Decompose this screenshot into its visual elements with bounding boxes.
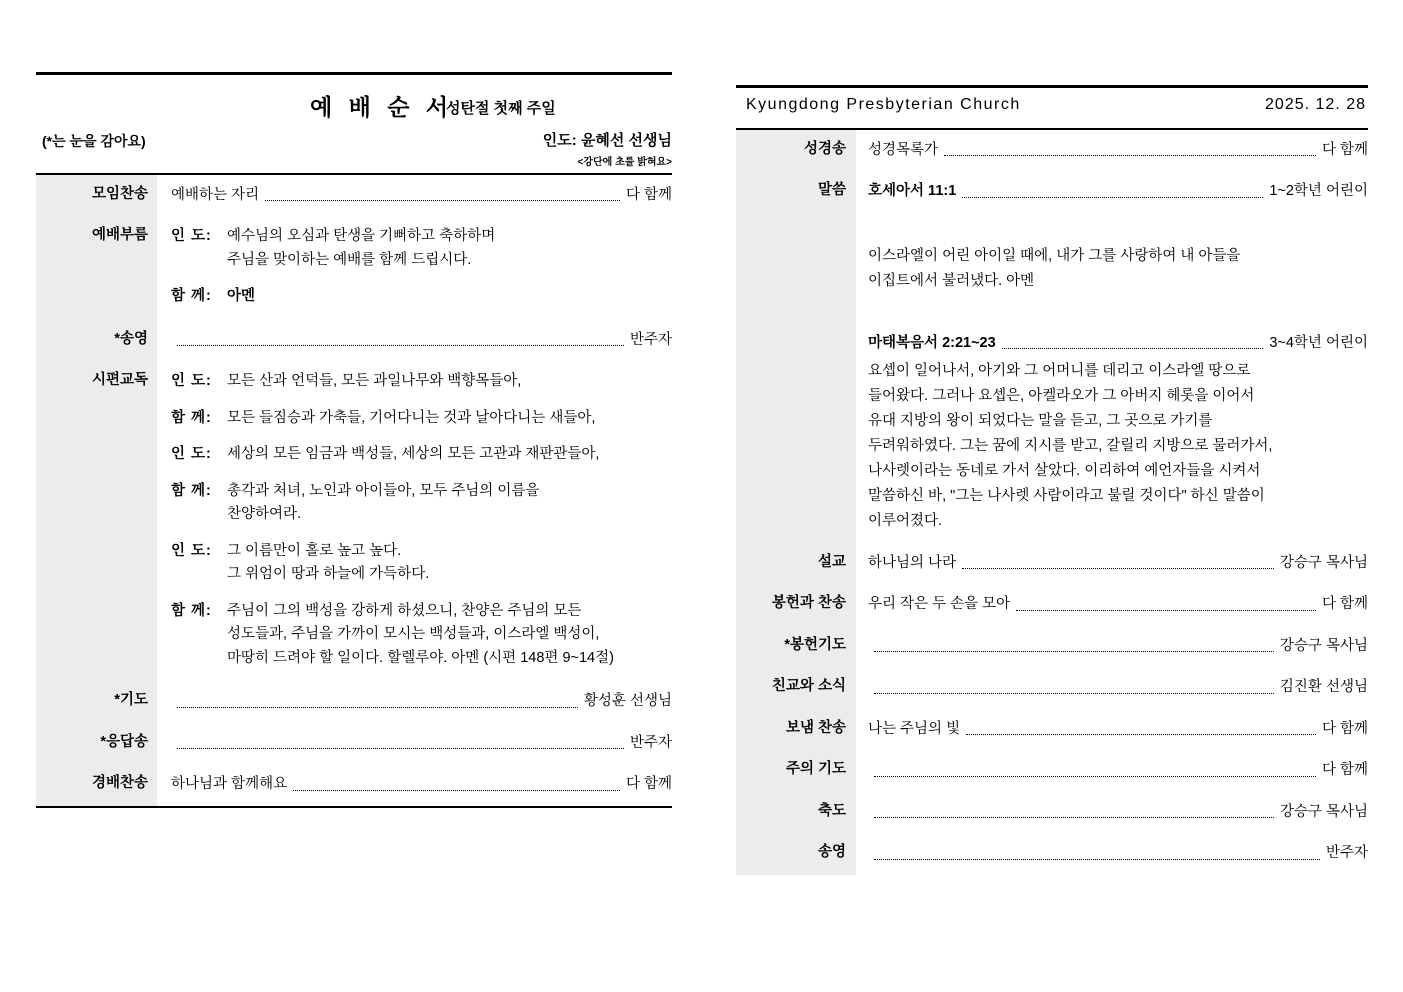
responsive-line — [171, 540, 672, 587]
order-item-person: 강승구 목사님 — [1279, 637, 1368, 654]
responsive-line — [171, 407, 672, 430]
order-item-person: 반주자 — [629, 331, 672, 348]
responsive-text-line: 모든 산과 언덕들, 모든 과일나무와 백향목들아, — [227, 373, 522, 390]
order-item-person: 다 함께 — [625, 187, 672, 203]
responsive-text — [227, 407, 672, 430]
scripture-line: 말씀하신 바, "그는 나사렛 사람이라고 불릴 것이다" 하신 말씀이 — [868, 488, 1265, 505]
scripture-reference: 호세아서 11:1 — [868, 183, 957, 200]
order-row — [36, 320, 672, 361]
order-item-label: *응답송 — [36, 723, 157, 764]
responsive-line — [171, 443, 672, 466]
order-item-person: 강승구 목사님 — [1279, 554, 1368, 571]
responsive-text-line: 그 이름만이 홀로 높고 높다. — [227, 542, 402, 559]
responsive-group — [171, 370, 672, 393]
order-item-label: 보냄 찬송 — [736, 709, 856, 750]
order-item-label: 말씀 — [736, 171, 856, 542]
order-item-title: 성경목록가 — [868, 142, 939, 158]
note-row — [36, 127, 672, 173]
order-item-label: 경배찬송 — [36, 764, 157, 805]
order-item-body — [856, 130, 1368, 171]
responsive-text-line: 아멘 — [227, 288, 256, 305]
order-row — [736, 626, 1368, 667]
responsive-group — [171, 540, 672, 587]
responsive-text — [227, 540, 672, 587]
order-item-body — [856, 626, 1368, 667]
dot-leader — [293, 789, 620, 791]
order-item-person: 다 함께 — [1321, 142, 1368, 158]
order-row — [736, 833, 1368, 874]
dotted-line-row — [171, 329, 672, 352]
dot-leader — [874, 692, 1274, 694]
order-item-label: *기도 — [36, 681, 157, 722]
responsive-reading-body — [157, 216, 672, 319]
responsive-group — [171, 480, 672, 527]
scripture-line: 유대 지방의 왕이 되었다는 말을 듣고, 그 곳으로 가기를 — [868, 413, 1213, 430]
dotted-line-row — [171, 184, 672, 207]
right-header — [736, 88, 1368, 128]
scripture-line: 들어왔다. 그러나 요셉은, 아켈라오가 그 아버지 헤롯을 이어서 — [868, 388, 1255, 405]
responsive-line — [171, 285, 672, 308]
responsive-group — [171, 225, 672, 272]
order-item-body — [157, 723, 672, 764]
dot-leader — [177, 747, 624, 749]
responsive-text-line: 모든 들짐승과 가축들, 기어다니는 것과 날아다니는 새들아, — [227, 409, 596, 426]
responsive-speaker: 인 도: — [171, 542, 212, 559]
dot-leader — [874, 858, 1320, 860]
order-item-label: 성경송 — [736, 130, 856, 171]
order-row — [36, 764, 672, 805]
scripture-passage — [868, 359, 1368, 534]
order-item-label: 예배부름 — [36, 216, 157, 319]
scripture-body — [856, 171, 1368, 542]
dot-leader — [966, 733, 1316, 735]
order-item-body — [856, 543, 1368, 584]
order-item-label: 모임찬송 — [36, 175, 157, 216]
responsive-text — [227, 600, 672, 670]
responsive-text-line: 마땅히 드려야 할 일이다. 할렐루야. 아멘 (시편 148편 9~14절) — [227, 649, 614, 666]
responsive-speaker: 함 께: — [171, 288, 212, 305]
dotted-line-row — [868, 842, 1368, 865]
order-item-label: 봉헌과 찬송 — [736, 584, 856, 625]
dotted-line-row — [171, 773, 672, 796]
scripture-passage — [868, 244, 1368, 294]
order-item-title: 예배하는 자리 — [171, 187, 260, 203]
title-row — [36, 75, 672, 127]
worship-leader: 인도: 윤혜선 선생님 — [542, 132, 672, 149]
scripture-reference-row — [868, 332, 1368, 355]
dotted-line-row — [868, 139, 1368, 162]
order-row — [736, 750, 1368, 791]
responsive-text-line: 총각과 처녀, 노인과 아이들아, 모두 주님의 이름을 — [227, 482, 540, 499]
page-title: 예 배 순 서 — [310, 94, 454, 120]
scripture-line: 이루어졌다. — [868, 512, 943, 529]
order-item-title: 하나님과 함께해요 — [171, 776, 288, 793]
responsive-line — [171, 480, 672, 527]
order-item-person: 반주자 — [1325, 845, 1368, 862]
responsive-text-line: 주님이 그의 백성을 강하게 하셨으니, 찬양은 주님의 모든 — [227, 602, 582, 619]
order-row — [736, 709, 1368, 750]
order-item-body — [856, 792, 1368, 833]
dotted-line-row — [868, 552, 1368, 575]
dot-leader — [177, 706, 578, 708]
responsive-text — [227, 443, 672, 466]
order-item-label: 주의 기도 — [736, 750, 856, 791]
responsive-group — [171, 443, 672, 466]
scripture-line: 요셉이 일어나서, 아기와 그 어머니를 데리고 이스라엘 땅으로 — [868, 363, 1251, 380]
order-row — [36, 361, 672, 681]
dot-leader — [1016, 609, 1316, 611]
dotted-line-row — [868, 593, 1368, 616]
dot-leader — [265, 199, 620, 201]
responsive-group — [171, 600, 672, 670]
responsive-text-line: 주님을 맞이하는 예배를 함께 드립시다. — [227, 251, 472, 268]
order-item-label: 설교 — [736, 543, 856, 584]
order-item-person: 황성훈 선생님 — [583, 693, 672, 710]
dotted-line-row — [868, 718, 1368, 741]
order-row — [36, 723, 672, 764]
responsive-text — [227, 370, 672, 393]
responsive-reading-body — [157, 361, 672, 681]
bulletin-date: 2025. 12. 28 — [1265, 96, 1366, 113]
scripture-line: 이스라엘이 어린 아이일 때에, 내가 그를 사랑하여 내 아들을 — [868, 247, 1241, 264]
order-item-title: 나는 주님의 빛 — [868, 720, 961, 737]
dotted-line-row — [868, 801, 1368, 824]
dot-leader — [1002, 347, 1264, 349]
dotted-line-row — [868, 635, 1368, 658]
responsive-text-line: 찬양하여라. — [227, 506, 302, 523]
dot-leader — [177, 344, 624, 346]
order-row — [736, 130, 1368, 171]
order-item-label: 축도 — [736, 792, 856, 833]
responsive-speaker: 함 께: — [171, 602, 212, 619]
order-item-body — [856, 709, 1368, 750]
service-detail-table — [736, 130, 1368, 875]
responsive-group — [171, 407, 672, 430]
scripture-reference-row — [868, 180, 1368, 203]
order-row — [36, 175, 672, 216]
order-item-body — [856, 584, 1368, 625]
order-item-person: 강승구 목사님 — [1279, 803, 1368, 820]
order-item-body — [157, 320, 672, 361]
order-row — [736, 171, 1368, 542]
order-row — [736, 543, 1368, 584]
order-item-person: 다 함께 — [625, 776, 672, 793]
order-item-body — [157, 681, 672, 722]
responsive-text — [227, 480, 672, 527]
order-item-label: 송영 — [736, 833, 856, 874]
dotted-line-row — [171, 732, 672, 755]
dotted-line-row — [868, 759, 1368, 782]
dot-leader — [944, 154, 1316, 156]
order-item-label: *송영 — [36, 320, 157, 361]
order-item-label: 친교와 소식 — [736, 667, 856, 708]
responsive-text-line: 성도들과, 주님을 가까이 모시는 백성들과, 이스라엘 백성이, — [227, 626, 600, 643]
order-row — [736, 792, 1368, 833]
order-item-body — [856, 833, 1368, 874]
scripture-reference: 마태복음서 2:21~23 — [868, 334, 996, 351]
responsive-speaker: 함 께: — [171, 409, 212, 426]
dot-leader — [962, 196, 1263, 198]
bottom-rule — [36, 806, 672, 808]
eyes-closed-note: (*는 눈을 감아요) — [42, 133, 146, 149]
dot-leader — [962, 567, 1274, 569]
order-row — [36, 681, 672, 722]
dot-leader — [874, 816, 1274, 818]
responsive-speaker: 인 도: — [171, 446, 212, 463]
dotted-line-row — [868, 676, 1368, 699]
responsive-speaker: 인 도: — [171, 228, 212, 245]
order-item-person: 다 함께 — [1321, 720, 1368, 737]
scripture-line: 이집트에서 불러냈다. 아멘 — [868, 272, 1035, 289]
order-row — [736, 667, 1368, 708]
order-item-title: 하나님의 나라 — [868, 554, 957, 571]
order-item-person: 반주자 — [629, 734, 672, 751]
order-item-body — [856, 750, 1368, 791]
service-detail-column — [736, 85, 1368, 875]
worship-order-table — [36, 175, 672, 806]
order-item-person: 다 함께 — [1321, 596, 1368, 613]
candle-note: <강단에 초를 밝혀요> — [577, 157, 672, 168]
order-row — [36, 216, 672, 319]
church-name: Kyungdong Presbyterian Church — [746, 96, 1021, 113]
responsive-text-line: 그 위엄이 땅과 하늘에 가득하다. — [227, 566, 430, 583]
scripture-line: 나사렛이라는 동네로 가서 살았다. 이리하여 예언자들을 시켜서 — [868, 463, 1261, 480]
dot-leader — [874, 650, 1274, 652]
responsive-speaker: 인 도: — [171, 373, 212, 390]
order-item-title: 우리 작은 두 손을 모아 — [868, 596, 1011, 613]
order-item-label: 시편교독 — [36, 361, 157, 681]
page-subtitle: 성탄절 첫째 주일 — [446, 100, 556, 117]
order-row — [736, 584, 1368, 625]
responsive-line — [171, 600, 672, 670]
order-item-label: *봉헌기도 — [736, 626, 856, 667]
responsive-speaker: 함 께: — [171, 482, 212, 499]
order-item-body — [157, 175, 672, 216]
responsive-text — [227, 225, 672, 272]
responsive-text-line: 예수님의 오심과 탄생을 기뻐하고 축하하며 — [227, 228, 496, 245]
responsive-text-line: 세상의 모든 임금과 백성들, 세상의 모든 고관과 재판관들아, — [227, 446, 600, 463]
scripture-reader: 3~4학년 어린이 — [1269, 334, 1368, 351]
dotted-line-row — [171, 690, 672, 713]
dot-leader — [874, 775, 1316, 777]
responsive-group — [171, 285, 672, 308]
order-item-body — [157, 764, 672, 805]
scripture-reader: 1~2학년 어린이 — [1269, 183, 1368, 200]
scripture-line: 두려워하였다. 그는 꿈에 지시를 받고, 갈릴리 지방으로 물러가서, — [868, 438, 1273, 455]
responsive-line — [171, 225, 672, 272]
order-item-body — [856, 667, 1368, 708]
order-item-person: 김진환 선생님 — [1279, 679, 1368, 696]
worship-order-column — [36, 72, 672, 808]
responsive-line — [171, 370, 672, 393]
responsive-text — [227, 285, 672, 308]
order-item-person: 다 함께 — [1321, 762, 1368, 779]
